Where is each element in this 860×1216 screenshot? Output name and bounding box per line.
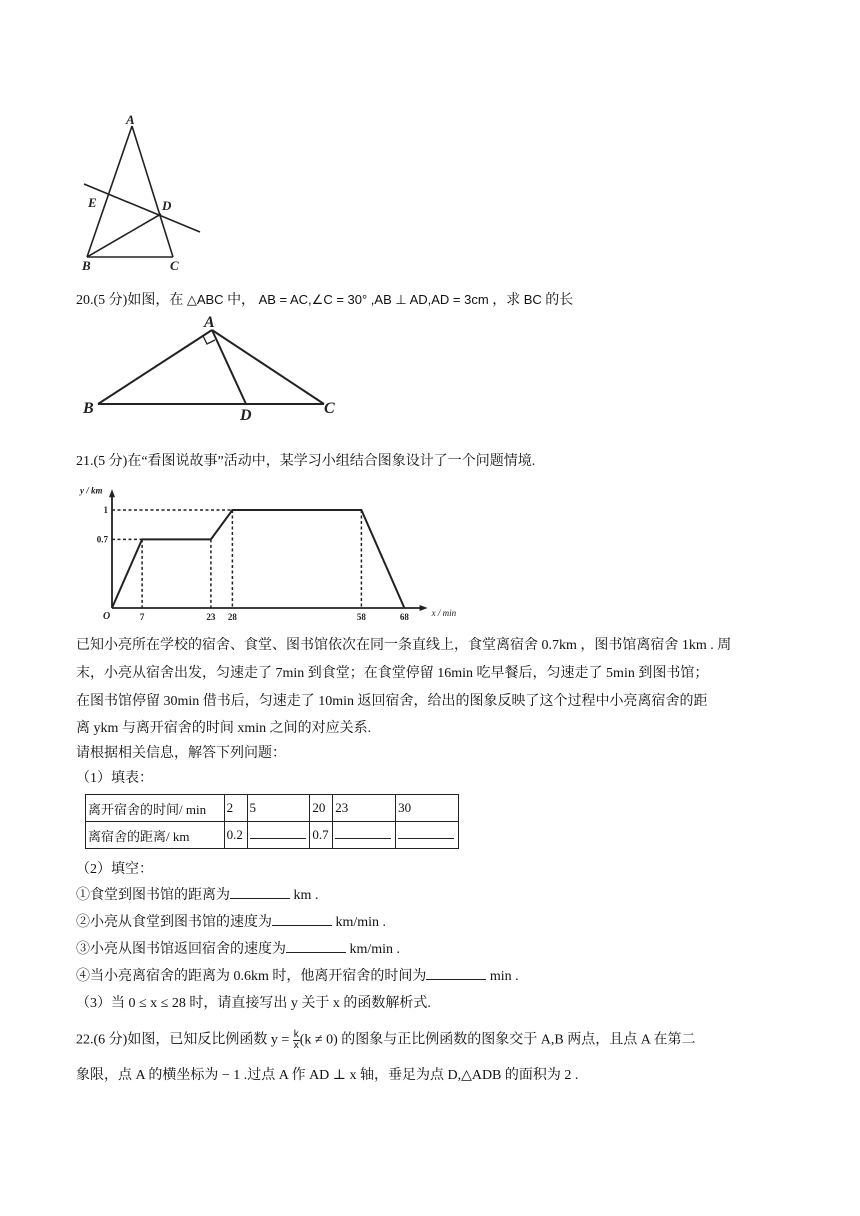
table-cell: 5 — [247, 795, 310, 822]
x-tick-label: 23 — [206, 612, 216, 622]
triangle-figure-20 — [80, 316, 350, 422]
y-tick-label: 1 — [103, 505, 108, 515]
answer-blank[interactable] — [286, 952, 346, 953]
fill-item-1: ①食堂到图书馆的距离为 km . — [76, 888, 319, 903]
answer-blank[interactable] — [426, 979, 486, 980]
data-line — [112, 510, 404, 608]
table-cell: 30 — [396, 795, 459, 822]
table-cell: 20 — [310, 795, 333, 822]
fill-item-2: ②小亮从食堂到图书馆的速度为 km/min . — [76, 915, 387, 930]
table-cell: 0.2 — [224, 822, 247, 849]
table-header-cell: 离开宿舍的时间/ min — [86, 795, 225, 822]
label-b: B — [82, 258, 91, 273]
table-cell: 0.7 — [310, 822, 333, 849]
part-1-label: （1）填表： — [76, 771, 153, 786]
part-3-label: （3）当 0 ≤ x ≤ 28 时，请直接写出 y 关于 x 的函数解析式. — [76, 996, 431, 1011]
table-row — [86, 795, 459, 822]
answer-blank[interactable] — [333, 822, 396, 849]
x-axis-arrow — [420, 605, 428, 611]
origin-label: O — [103, 611, 111, 622]
question-21-intro: 21.(5 分)在“看图说故事”活动中，某学习小组结合图象设计了一个问题情境. — [76, 454, 536, 469]
part-2-label: （2）填空： — [76, 862, 153, 877]
label-b: B — [83, 400, 94, 417]
question-20: 20.(5 分)如图，在 △ABC 中， AB = AC,∠C = 30° ,AB ⊥ AD,AD = 3cm ，求 BC 的长 — [76, 292, 574, 308]
y-tick-label: 0.7 — [96, 534, 108, 545]
question-number: 22.(6 分) — [76, 1032, 128, 1048]
question-number: 20.(5 分) — [76, 293, 128, 308]
label-d: D — [240, 407, 252, 422]
table-cell: 23 — [333, 795, 396, 822]
answer-blank[interactable] — [396, 822, 459, 849]
answer-blank[interactable] — [230, 898, 290, 899]
x-tick-label: 58 — [356, 612, 366, 622]
distance-time-chart — [74, 478, 474, 628]
label-e: E — [88, 195, 97, 210]
fraction: $\frac{k}{x}$ — [293, 1029, 299, 1051]
table-header-cell: 离宿舍的距离/ km — [86, 822, 225, 849]
fill-item-3: ③小亮从图书馆返回宿舍的速度为 km/min . — [76, 942, 401, 957]
label-c: C — [324, 400, 335, 417]
y-axis-label: y / km — [80, 485, 103, 496]
table-cell: 2 — [224, 795, 247, 822]
y-axis-arrow — [109, 489, 115, 497]
x-tick-label: 7 — [139, 612, 145, 622]
question-22-line-2: 象限，点 A 的横坐标为 − 1 .过点 A 作 AD ⊥ x 轴，垂足为点 D,△ADB 的面积为 2 . — [76, 1068, 579, 1083]
label-d: D — [162, 198, 172, 213]
answer-blank[interactable] — [247, 822, 310, 849]
x-tick-label: 68 — [399, 612, 409, 622]
table-row — [86, 822, 459, 849]
answer-blank[interactable] — [272, 925, 332, 926]
fill-item-4: ④当小亮离宿舍的距离为 0.6km 时，他离开宿舍的时间为 min . — [76, 969, 519, 984]
label-a: A — [204, 316, 215, 331]
fill-in-table — [85, 794, 459, 849]
question-number: 21.(5 分) — [76, 454, 128, 469]
label-c: C — [170, 258, 179, 273]
question-22-line-1: 22.(6 分)如图，已知反比例函数 y = $\frac{k}{x}$ (k ≠ 0) 的图象与正比例函数的图象交于 A,B 两点，且点 A 在第二 — [76, 1029, 696, 1051]
prompt: 请根据相关信息，解答下列问题： — [76, 746, 286, 761]
triangle-figure-19 — [76, 112, 206, 277]
x-axis-label: x / min — [431, 608, 457, 618]
x-tick-label: 28 — [227, 612, 237, 622]
label-a: A — [126, 112, 135, 127]
